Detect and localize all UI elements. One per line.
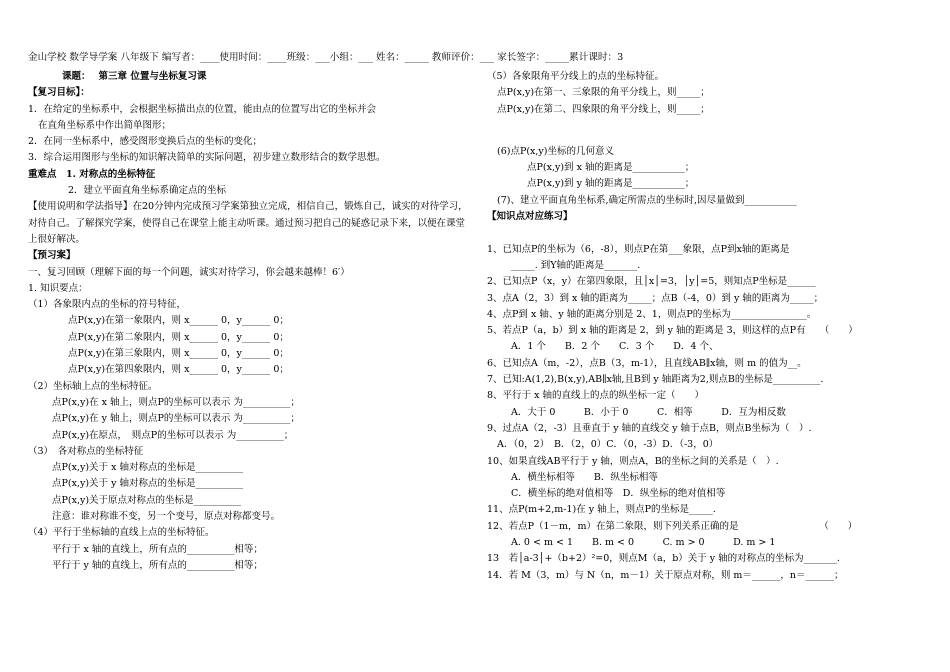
left-line: 点P(x,y)在第四象限内，则 x______ 0，y______ 0； (68, 364, 289, 376)
left-line: 点P(x,y)在第二象限内，则 x______ 0，y______ 0； (68, 331, 289, 343)
left-column (28, 69, 468, 574)
right-column (487, 69, 927, 584)
right-line: 4、点P到 x 轴、y 轴的距离分别是 2、1，则点P的坐标为________________。 (487, 308, 817, 320)
right-line: A. 0 < m < 1 B. m < 0 C. m > 0 D. m > 1 (511, 537, 776, 549)
right-line: 14．若 M（3，m）与 N（n，m－1）关于原点对称，则 m＝______，n＝______； (487, 569, 844, 581)
right-line (487, 225, 927, 241)
left-line: 【使用说明和学法指导】在20分钟内完成预习学案第独立完成，相信自己，锻炼自己，诚实的对待学习，对待自己。了解探究学案，使得自己在课堂上能主动听课。通过预习把自己的疑惑记录下来，以便在课堂上很好解决。 (28, 201, 468, 245)
left-line: 点P(x,y)在第三象限内，则 x______ 0，y______ 0； (68, 348, 289, 360)
right-line: A．横坐标相等 B．纵坐标相等 (511, 471, 658, 483)
left-line: 课题： 第三章 位置与坐标复习课 (62, 71, 207, 82)
left-line: 点P(x,y)关于原点对称点的坐标是__________ (52, 494, 242, 506)
left-line: 3．综合运用图形与坐标的知识解决简单的实际问题，初步建立数形结合的数学思想。 (28, 152, 386, 164)
right-line: 2、已知点P（x，y）在第四象限，且│x│=3，│y│=5，则知点P坐标是______ (487, 276, 816, 288)
right-line: (7)、建立平面直角坐标系,确定所需点的坐标时,因尽量做到___________ (497, 194, 797, 206)
right-line: A．（0，2） B．（2，0）C．（0，-3）D．（-3，0） (497, 439, 719, 451)
left-line: 在直角坐标系中作出简单图形； (38, 119, 172, 131)
left-line: （2）坐标轴上点的坐标特征。 (28, 380, 158, 392)
left-line: 平行于 y 轴的直线上，所有点的__________相等； (52, 559, 263, 571)
left-line: 点P(x,y)在原点， 则点P的坐标可以表示 为__________； (52, 429, 294, 441)
right-line: 12、若点P（1－m，m）在第二象限，则下列关系正确的是 （ ） (487, 520, 858, 532)
left-line: （3） 各对称点的坐标特征 (28, 445, 144, 457)
worksheet-header: 金山学校 数学导学案 八年级下 编写者：____使用时间：____班级：___小组：___ 姓名：_____ 教师评价：___ 家长签字：_____累计课时：3 (28, 52, 624, 63)
right-line: (6)点P(x,y)坐标的几何意义 (497, 145, 615, 157)
left-line: （4）平行于坐标轴的直线上点的坐标特征。 (28, 527, 215, 539)
right-line: A．大于 0 B．小于 0 C．相等 D．互为相反数 (511, 406, 786, 418)
left-line: （1）各象限内点的坐标的符号特征， (28, 299, 187, 311)
left-line: 【复习目标】： (28, 87, 90, 99)
right-line: 13 若│a-3│+（b+2）²=0，则点M（a，b）关于 y 轴的对称点的坐标为_______. (487, 553, 840, 565)
left-line: 点P(x,y)在 y 轴上，则点P的坐标可以表示 为__________； (52, 413, 300, 425)
left-line: 重难点 1. 对称点的坐标特征 (28, 168, 156, 180)
right-line: 点P(x,y)到 y 轴的距离是___________； (527, 178, 695, 190)
right-line: C．横坐标的绝对值相等 D．纵坐标的绝对值相等 (511, 488, 726, 500)
right-line (487, 118, 927, 144)
right-line: A．1 个 B．2 个 C．3 个 D．4 个、 (511, 341, 719, 353)
right-line: （5）各象限角平分线上的点的坐标特征。 (487, 71, 665, 82)
left-line: 1. 知识要点： (28, 282, 88, 294)
right-line: 【知识点对应练习】 (487, 211, 573, 223)
right-line: 3、点A（2，3）到 x 轴的距离为_____；点B（-4，0）到 y 轴的距离为_____； (487, 292, 824, 304)
right-line: 1、已知点P的坐标为（6，-8），则点P在第___象限，点P到x轴的距离是 (487, 243, 790, 255)
right-line: 点P(x,y)到 x 轴的距离是___________； (527, 162, 695, 174)
right-line: 点P(x,y)在第二、四象限的角平分线上，则_____； (497, 103, 710, 115)
left-line: 点P(x,y)在 x 轴上，则点P的坐标可以表示 为__________； (52, 396, 300, 408)
right-line: 9、过点A（2，-3）且垂直于 y 轴的直线交 y 轴于点B，则点B坐标为（ ）. (487, 422, 812, 434)
right-line: 点P(x,y)在第一、三象限的角平分线上，则_____； (497, 87, 710, 99)
right-line: _____. 到Y轴的距离是_______. (511, 259, 641, 271)
right-line: 5、若点P（a，b）到 x 轴的距离是 2，到 y 轴的距离是 3，则这样的点P有 （ ） (487, 325, 858, 337)
left-line: 一、复习回顾（理解下面的每一个问题，诚实对待学习，你会越来越棒！6′） (28, 266, 350, 278)
left-line: 【预习案】 (28, 250, 76, 262)
right-line: 8、平行于 x 轴的直线上的点的纵坐标一定（ ） (487, 390, 704, 402)
left-line: 1．在给定的坐标系中，会根据坐标描出点的位置，能由点的位置写出它的坐标并会 (28, 103, 377, 115)
left-line: 点P(x,y)关于 x 轴对称点的坐标是__________ (52, 462, 243, 474)
left-line: 平行于 x 轴的直线上，所有点的__________相等； (52, 543, 263, 555)
left-line: 点P(x,y)关于 y 轴对称点的坐标是__________ (52, 478, 243, 490)
right-line: 7、已知:A(1,2),B(x,y),AB∥x轴,且B到 y 轴距离为2,则点B的坐标是__________. (487, 374, 824, 386)
left-line: 注意：谁对称谁不变，另一个变号，原点对称都变号。 (52, 511, 281, 523)
left-line: 2．建立平面直角坐标系确定点的坐标 (68, 185, 227, 197)
right-line: 6、已知点A（m，-2），点B（3，m-1），且直线AB∥x轴，则 m 的值为__。 (487, 357, 807, 369)
left-line: 点P(x,y)在第一象限内，则 x______ 0，y______ 0； (68, 315, 289, 327)
right-line: 10、如果直线AB平行于 y 轴，则点A，B的坐标之间的关系是（ ）. (487, 455, 779, 467)
right-line: 11、点P(m+2,m-1)在 y 轴上，则点P的坐标是_____. (487, 504, 716, 516)
left-line: 2．在同一坐标系中，感受图形变换后点的坐标的变化； (28, 136, 263, 148)
